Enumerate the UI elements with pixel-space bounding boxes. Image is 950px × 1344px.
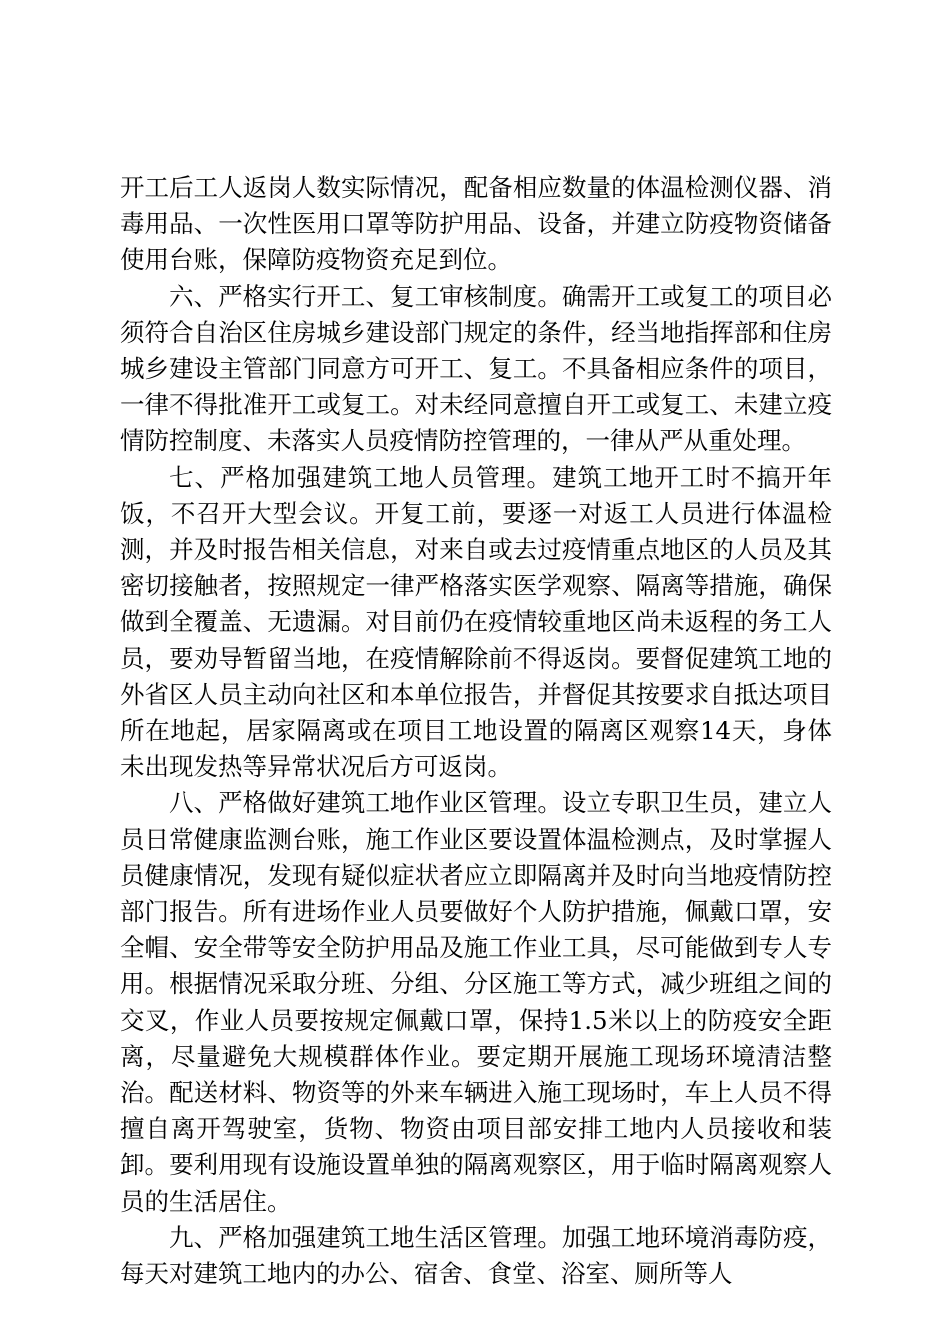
document-page: [120, 170, 832, 1292]
paragraph-item-8: 八、严格做好建筑工地作业区管理。设立专职卫生员，建立人员日常健康监测台账，施工作业区要设置体温检测点，及时掌握人员健康情况，发现有疑似症状者应立即隔离并及时向当地疫情防控部门报告。所有进场作业人员要做好个人防护措施，佩戴口罩，安全帽、安全带等安全防护用品及施工作业工具，尽可能做到专人专用。根据情况采取分班、分组、分区施工等方式，减少班组之间的交叉，作业人员要按规定佩戴口罩，保持1.5米以上的防疫安全距离，尽量避免大规模群体作业。要定期开展施工现场环境清洁整治。配送材料、物资等的外来车辆进入施工现场时，车上人员不得擅自离开驾驶室，货物、物资由项目部安排工地内人员接收和装卸。要利用现有设施设置单独的隔离观察区，用于临时隔离观察人员的生活居住。: [120, 788, 832, 1216]
paragraph-item-6: 六、严格实行开工、复工审核制度。确需开工或复工的项目必须符合自治区住房城乡建设部门规定的条件，经当地指挥部和住房城乡建设主管部门同意方可开工、复工。不具备相应条件的项目，一律不得批准开工或复工。对未经同意擅自开工或复工、未建立疫情防控制度、未落实人员疫情防控管理的，一律从严从重处理。: [120, 281, 832, 456]
paragraph-continuation: 开工后工人返岗人数实际情况，配备相应数量的体温检测仪器、消毒用品、一次性医用口罩等防护用品、设备，并建立防疫物资储备使用台账，保障防疫物资充足到位。: [120, 173, 832, 275]
paragraph-item-7: 七、严格加强建筑工地人员管理。建筑工地开工时不搞开年饭，不召开大型会议。开复工前，要逐一对返工人员进行体温检测，并及时报告相关信息，对来自或去过疫情重点地区的人员及其密切接触者，按照规定一律严格落实医学观察、隔离等措施，确保做到全覆盖、无遗漏。对目前仍在疫情较重地区尚未返程的务工人员，要劝导暂留当地，在疫情解除前不得返岗。要督促建筑工地的外省区人员主动向社区和本单位报告，并督促其按要求自抵达项目所在地起，居家隔离或在项目工地设置的隔离区观察14天，身体未出现发热等异常状况后方可返岗。: [120, 462, 832, 782]
paragraph-item-9: 九、严格加强建筑工地生活区管理。加强工地环境消毒防疫，每天对建筑工地内的办公、宿舍、食堂、浴室、厕所等人: [120, 1222, 832, 1289]
